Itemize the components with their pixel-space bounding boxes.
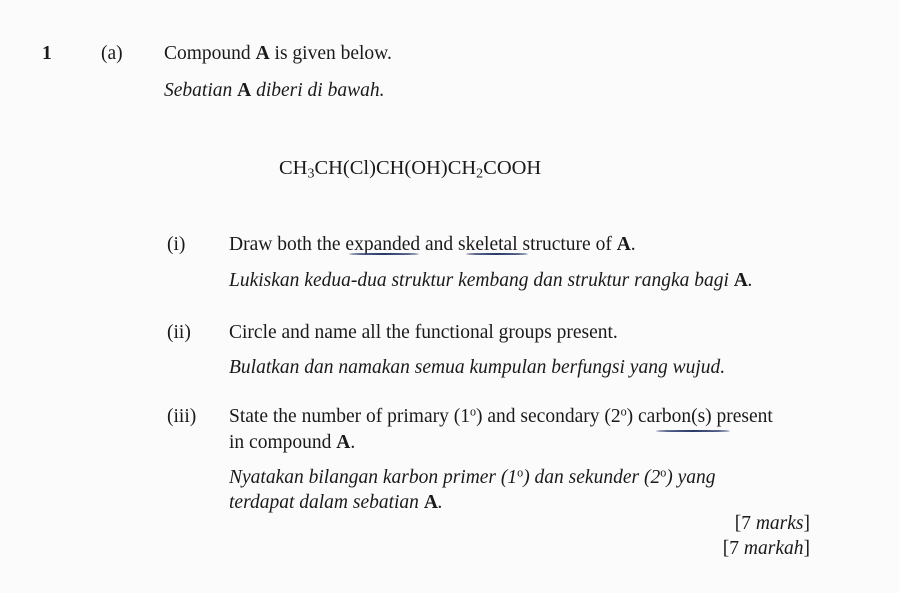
subpart-iii-text: in compound bbox=[229, 432, 337, 453]
marks-word: markah bbox=[743, 538, 804, 559]
intro-malay-pre: Sebatian bbox=[164, 80, 238, 101]
formula-subscript: 3 bbox=[307, 166, 315, 182]
subpart-iii-malay-text: terdapat dalam sebatian bbox=[229, 492, 424, 513]
subpart-iii-malay-text: ) dan sekunder (2 bbox=[523, 467, 661, 488]
compound-letter: A bbox=[616, 234, 631, 255]
subpart-i-malay-end: . bbox=[747, 270, 753, 291]
subpart-i-english bbox=[229, 234, 636, 256]
compound-letter: A bbox=[237, 80, 252, 101]
subpart-ii-english: Circle and name all the functional groups present. bbox=[229, 322, 618, 343]
subpart-ii-malay: Bulatkan dan namakan semua kumpulan berfungsi yang wujud. bbox=[229, 357, 726, 378]
intro-english-post: is given below. bbox=[269, 43, 392, 64]
question-number: 1 bbox=[42, 43, 52, 64]
degree-mark: o bbox=[517, 465, 524, 480]
subpart-label-iii: (iii) bbox=[167, 406, 197, 427]
subpart-iii-english-line1 bbox=[229, 406, 773, 428]
degree-mark: o bbox=[469, 404, 477, 419]
subpart-iii-malay-text: . bbox=[437, 492, 443, 513]
subpart-label-i: (i) bbox=[167, 234, 186, 255]
subpart-iii-text: . bbox=[350, 432, 356, 453]
compound-letter: A bbox=[255, 43, 270, 64]
pen-underline-skeletal bbox=[466, 253, 528, 255]
compound-letter: A bbox=[423, 492, 438, 513]
formula-subscript: 2 bbox=[476, 166, 484, 182]
subpart-iii-english-line2 bbox=[229, 432, 355, 454]
degree-mark: o bbox=[620, 404, 627, 419]
subpart-i-english-text: Draw both the expanded and skeletal structure of bbox=[229, 234, 617, 255]
marks-word: marks bbox=[755, 513, 804, 534]
formula-part: CH(Cl)CH(OH)CH bbox=[314, 157, 477, 179]
question-part-label: (a) bbox=[101, 43, 123, 64]
subpart-iii-malay-text: Nyatakan bilangan karbon primer (1 bbox=[229, 467, 518, 488]
subpart-iii-malay-line1 bbox=[229, 467, 716, 489]
compound-letter: A bbox=[336, 432, 351, 453]
intro-malay bbox=[164, 80, 384, 102]
subpart-i-malay bbox=[229, 270, 753, 292]
formula-part: COOH bbox=[483, 157, 542, 179]
subpart-iii-text: State the number of primary (1 bbox=[229, 406, 470, 427]
intro-malay-post: diberi di bawah. bbox=[251, 80, 385, 101]
degree-mark: o bbox=[660, 465, 667, 480]
formula-part: CH bbox=[279, 157, 308, 179]
subpart-iii-malay-line2 bbox=[229, 492, 443, 514]
marks-malay: [7 markah] bbox=[722, 538, 810, 559]
marks-english: [7 marks] bbox=[734, 513, 810, 534]
subpart-iii-text: ) carbon(s) present bbox=[626, 406, 773, 427]
compound-letter: A bbox=[733, 270, 748, 291]
intro-english-pre: Compound bbox=[164, 43, 256, 64]
subpart-iii-text: ) and secondary (2 bbox=[476, 406, 621, 427]
subpart-label-ii: (ii) bbox=[167, 322, 191, 343]
chemical-formula bbox=[279, 157, 541, 180]
intro-english bbox=[164, 43, 392, 65]
pen-underline-carbons bbox=[656, 430, 730, 432]
pen-underline-expanded bbox=[349, 253, 419, 255]
subpart-iii-malay-text: ) yang bbox=[666, 467, 716, 488]
subpart-i-english-end: . bbox=[630, 234, 636, 255]
subpart-i-malay-text: Lukiskan kedua-dua struktur kembang dan struktur rangka bagi bbox=[229, 270, 734, 291]
